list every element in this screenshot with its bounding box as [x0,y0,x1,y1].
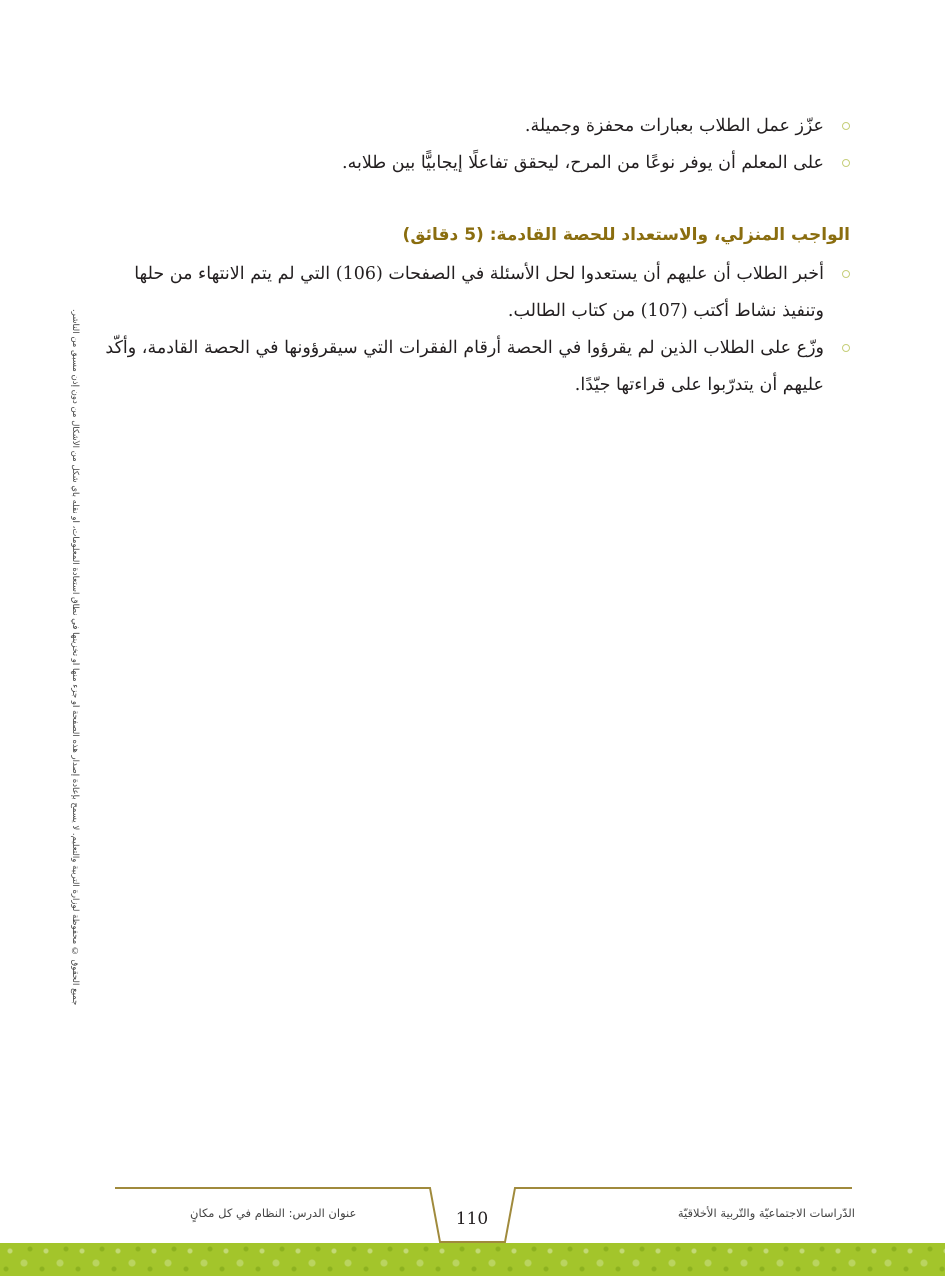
circle-bullet-icon [842,122,850,130]
bullet-text: أخبر الطلاب أن عليهم أن يستعدوا لحل الأسئلة في الصفحات (106) التي لم يتم الانتهاء من حلها وتنفيذ نشاط أكتب (107) من كتاب الطالب. [134,264,824,321]
top-bullet-list [90,108,850,182]
circle-bullet-icon [842,344,850,352]
list-item [90,330,850,404]
circle-bullet-icon [842,159,850,167]
homework-heading: الواجب المنزلي، والاستعداد للحصة القادمة: (5 دقائق) [402,225,850,245]
homework-bullet-list [90,256,850,404]
bullet-text: وزّع على الطلاب الذين لم يقرؤوا في الحصة أرقام الفقرات التي سيقرؤونها في الحصة القادمة، وأكّد عليهم أن يتدرّبوا على قراءتها جيّدًا. [105,338,824,395]
decorative-bottom-band [0,1243,945,1276]
page-number: 110 [455,1209,489,1229]
circle-bullet-icon [842,270,850,278]
list-item [90,145,850,182]
copyright-notice: جميع الحقوق © محفوظة لوزارة التربية والتعليم. لا يسمح بإعادة إصدار هذه الصفحة أو جزء منها أو تخزينها في نطاق استعادة المعلومات، أو نقله بأي شكل من الأشكال من دون إذن مسبق من الناشر. [70,308,80,1005]
footer-subject: الدّراسات الاجتماعيّة والتّربية الأخلاقيّة [677,1206,855,1220]
page-content [90,108,850,404]
bullet-text: عزّز عمل الطلاب بعبارات محفزة وجميلة. [524,116,824,136]
list-item [90,256,850,330]
list-item [90,108,850,145]
footer-lesson-title: عنوان الدرس: النظام في كل مكانٍ [190,1206,357,1220]
bullet-text: على المعلم أن يوفر نوعًا من المرح، ليحقق تفاعلًا إيجابيًّا بين طلابه. [342,153,824,173]
